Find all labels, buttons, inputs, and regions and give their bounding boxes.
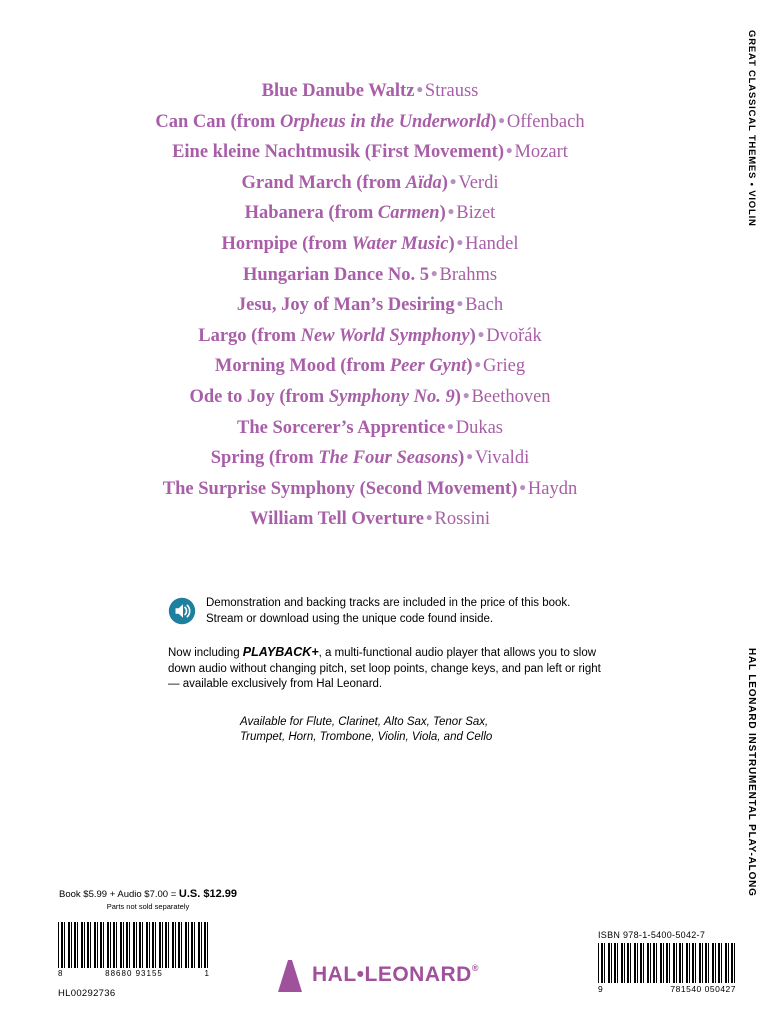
song-title-end: ) — [454, 386, 461, 407]
song-title-end: ) — [466, 356, 473, 377]
song-composer: Beethoven — [471, 386, 551, 407]
spine-title-top: GREAT CLASSICAL THEMES • VIOLIN — [746, 30, 757, 227]
song-title: Spring (from — [210, 448, 319, 469]
song-composer: Bizet — [456, 203, 496, 224]
song-title: Ode to Joy (from — [189, 386, 329, 407]
list-item — [0, 198, 740, 229]
available-line2: Trumpet, Horn, Trombone, Violin, Viola, and Cello — [240, 731, 493, 743]
song-list — [0, 76, 740, 535]
song-title-end: ) — [458, 448, 465, 469]
song-title-italic: Aïda — [405, 172, 442, 193]
upc-digit-last: 1 — [204, 969, 210, 978]
song-title: Jesu, Joy of Man’s Desiring — [236, 295, 455, 316]
playback-rest: , a multi-functional audio player that allows you to slow down audio without changing pitch, set loop points, change keys, and pan left or right — available exclusively from Hal Leonard. — [168, 647, 601, 690]
list-item — [0, 321, 740, 352]
bullet-separator: • — [456, 295, 464, 316]
spine-title-bottom: HAL LEONARD INSTRUMENTAL PLAY-ALONG — [746, 648, 757, 897]
bullet-separator: • — [456, 233, 464, 254]
song-composer: Brahms — [439, 264, 498, 285]
upc-barcode — [58, 922, 210, 978]
bullet-separator: • — [462, 386, 470, 407]
barcode-bars — [598, 943, 736, 983]
song-composer: Dukas — [455, 417, 504, 438]
bullet-separator: • — [519, 478, 526, 499]
song-title-italic: Symphony No. 9 — [328, 386, 455, 407]
bullet-separator: • — [416, 81, 423, 101]
song-title: Morning Mood (from — [214, 356, 390, 377]
song-composer: Offenbach — [506, 111, 585, 132]
song-composer: Haydn — [527, 478, 578, 499]
list-item — [0, 290, 740, 321]
song-composer: Grieg — [482, 356, 526, 377]
barcode-digits — [58, 969, 210, 978]
song-title-italic: Carmen — [377, 203, 440, 224]
available-line1: Available for Flute, Clarinet, Alto Sax, Tenor Sax, — [240, 715, 489, 728]
song-title: Hungarian Dance No. 5 — [242, 264, 429, 285]
registered-mark: ® — [471, 963, 479, 973]
list-item — [0, 137, 740, 168]
ean-digits-main: 781540 050427 — [670, 984, 736, 994]
price-subnote: Parts not sold separately — [106, 902, 190, 911]
list-item — [0, 382, 740, 413]
bullet-separator: • — [466, 448, 473, 469]
price-block — [58, 888, 238, 911]
song-composer: Bach — [465, 295, 504, 316]
bullet-separator: • — [477, 325, 485, 346]
song-title-end: ) — [490, 111, 497, 132]
song-title-italic: Peer Gynt — [389, 356, 467, 377]
audio-info-block — [168, 596, 608, 746]
list-item — [0, 260, 740, 291]
playback-paragraph — [168, 645, 608, 693]
list-item — [0, 474, 740, 505]
song-title-end: ) — [469, 325, 476, 346]
speaker-icon — [168, 597, 196, 625]
playback-brand: PLAYBACK+ — [242, 645, 319, 659]
song-composer: Mozart — [514, 142, 568, 163]
bullet-separator: • — [449, 172, 457, 193]
list-item — [0, 229, 740, 260]
bullet-separator: • — [447, 203, 455, 224]
song-composer: Dvořák — [486, 325, 542, 346]
list-item — [0, 168, 740, 199]
list-item — [0, 443, 740, 474]
song-title-italic: New World Symphony — [300, 325, 470, 346]
song-title-end: ) — [441, 172, 448, 193]
ean-digit-first: 9 — [598, 984, 604, 994]
list-item — [0, 76, 740, 107]
price-line — [58, 888, 238, 900]
available-instruments — [240, 715, 608, 746]
list-item — [0, 413, 740, 444]
audio-note-line2: Stream or download using the unique code found inside. — [206, 612, 494, 625]
bullet-separator: • — [426, 509, 433, 530]
song-title-end: ) — [439, 203, 446, 224]
song-composer: Rossini — [434, 509, 491, 530]
list-item — [0, 107, 740, 138]
bullet-separator: • — [431, 264, 438, 285]
song-title-italic: Water Music — [351, 233, 449, 254]
bullet-separator: • — [474, 356, 481, 377]
song-title-italic: The Four Seasons — [318, 448, 459, 469]
song-title-italic: Orpheus in the Underworld — [279, 111, 491, 132]
hal-leonard-wordmark — [312, 963, 479, 987]
ean-digits — [598, 984, 736, 994]
song-title: William Tell Overture — [249, 509, 425, 530]
list-item — [0, 351, 740, 382]
barcode-bars — [58, 922, 210, 968]
song-composer: Verdi — [458, 172, 499, 193]
playback-prefix: Now including — [168, 647, 243, 659]
bullet-separator: • — [498, 111, 505, 132]
song-title: The Sorcerer’s Apprentice — [236, 417, 446, 438]
hal-leonard-logo — [275, 958, 505, 992]
song-title: Habanera (from — [244, 203, 378, 224]
logo-text: HAL•LEONARD — [312, 963, 472, 986]
song-title: Can Can (from — [155, 111, 280, 132]
song-title: Eine kleine Nachtmusik (First Movement) — [172, 142, 504, 163]
audio-note-row — [168, 596, 608, 627]
bullet-separator: • — [506, 142, 513, 163]
song-title: Hornpipe (from — [221, 233, 352, 254]
song-title-end: ) — [448, 233, 455, 254]
upc-digit-first: 8 — [58, 969, 64, 978]
isbn-text: ISBN 978-1-5400-5042-7 — [598, 930, 706, 940]
song-composer: Handel — [465, 233, 519, 254]
bullet-separator: • — [447, 417, 454, 438]
hl-product-code: HL00292736 — [58, 988, 116, 999]
isbn-barcode — [598, 930, 736, 994]
list-item — [0, 504, 740, 535]
song-title: Grand March (from — [241, 172, 406, 193]
upc-digits-main: 88680 93155 — [105, 969, 163, 978]
audio-note-line1: Demonstration and backing tracks are included in the price of this book. — [206, 597, 571, 609]
audio-note-text — [206, 596, 570, 627]
hal-leonard-mark-icon — [275, 958, 305, 992]
song-composer: Vivaldi — [474, 448, 530, 469]
song-title: Largo (from — [198, 325, 301, 346]
price-total: U.S. $12.99 — [178, 888, 237, 900]
song-composer: Strauss — [424, 81, 479, 101]
price-prefix: Book $5.99 + Audio $7.00 = — [59, 889, 179, 900]
song-title: Blue Danube Waltz — [261, 81, 415, 101]
song-title: The Surprise Symphony (Second Movement) — [162, 478, 518, 499]
